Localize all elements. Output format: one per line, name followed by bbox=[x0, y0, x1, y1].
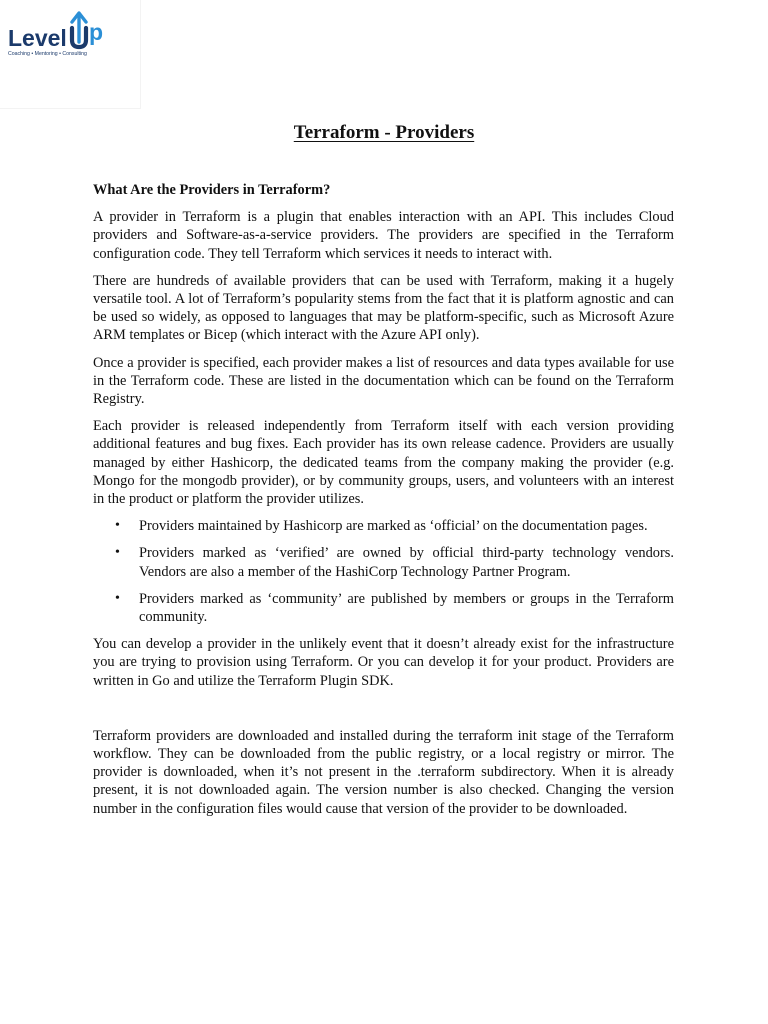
provider-types-list bbox=[93, 517, 674, 626]
bullet-icon: • bbox=[115, 545, 120, 561]
paragraph: There are hundreds of available providers that can be used with Terraform, making it a hugely versatile tool. A lot of Terraform’s popularity stems from the fact that it is platform agnostic and can be used so widely, as opposed to languages that may be platform-specific, such as Microsoft Azure ARM templates or Bicep (which interact with the Azure API only). bbox=[93, 272, 674, 344]
spacer bbox=[93, 699, 674, 727]
list-item-text: Providers maintained by Hashicorp are marked as ‘official’ on the documentation pages. bbox=[139, 518, 648, 535]
paragraph: Once a provider is specified, each provider makes a list of resources and data types available for use in the Terraform code. These are listed in the documentation which can be found on the Terraform Registry. bbox=[93, 354, 674, 408]
document-body bbox=[93, 181, 674, 827]
paragraph: A provider in Terraform is a plugin that enables interaction with an API. This includes Cloud providers and Software-as-a-service providers. The providers are specified in the Terraform configuration code. They tell Terraform which services it needs to interact with. bbox=[93, 209, 674, 262]
paragraph: Each provider is released independently from Terraform itself with each version providing additional features and bug fixes. Each provider has its own release cadence. Providers are usually managed by either Hashicorp, the dedicated teams from the company making the provider (e.g. Mongo for the mongodb provider), or by community groups, users, and volunteers with an interest in the product or platform the provider utilizes. bbox=[93, 418, 674, 508]
page-title: Terraform - Providers bbox=[293, 122, 475, 143]
list-item-text: Providers marked as ‘verified’ are owned by official third-party technology vendors. Vendors are also a member of the HashiCorp Technology Partner Program. bbox=[139, 545, 674, 580]
list-item bbox=[115, 517, 674, 535]
list-item bbox=[115, 590, 674, 626]
section-heading: What Are the Providers in Terraform? bbox=[93, 182, 331, 198]
bullet-icon: • bbox=[115, 518, 120, 534]
company-logo bbox=[0, 0, 141, 109]
list-item-text: Providers marked as ‘community’ are published by members or groups in the Terraform community. bbox=[139, 590, 674, 626]
paragraph: Terraform providers are downloaded and installed during the terraform init stage of the Terraform workflow. They can be downloaded from the public registry, or a local registry or mirror. The provider is downloaded, when it’s not present in the .terraform subdirectory. When it is already present, it is not downloaded again. The version number is also checked. Changing the version number in the configuration files would cause that version of the provider to be downloaded. bbox=[93, 727, 674, 817]
levelup-logo-icon bbox=[6, 8, 130, 58]
paragraph: You can develop a provider in the unlikely event that it doesn’t already exist for the infrastructure you are trying to provision using Terraform. Or you can develop it for your product. Providers are written in Go and utilize the Terraform Plugin SDK. bbox=[93, 636, 674, 689]
logo-word-left: Level bbox=[8, 25, 67, 51]
bullet-icon: • bbox=[115, 590, 120, 606]
logo-word-right: p bbox=[89, 19, 104, 45]
list-item bbox=[115, 544, 674, 580]
logo-tagline: Coaching • Mentoring • Consulting bbox=[8, 51, 87, 57]
